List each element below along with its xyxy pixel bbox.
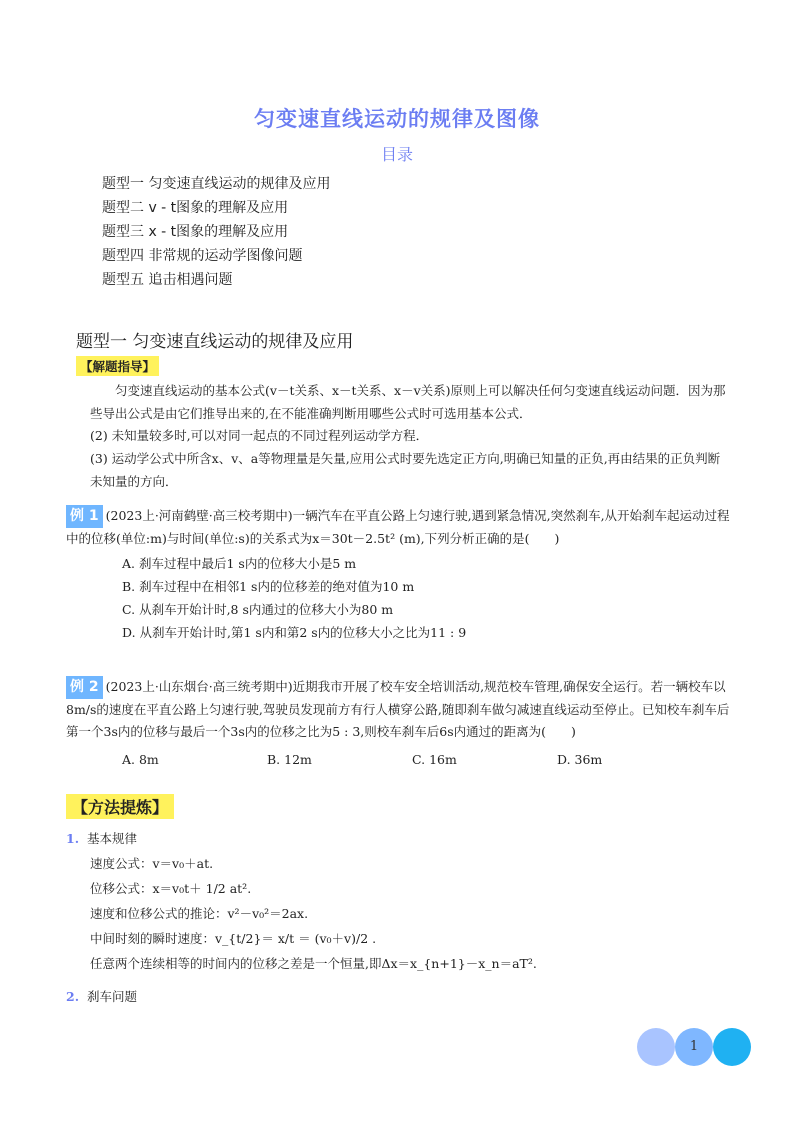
option-c[interactable]: C. 16m [412, 751, 457, 767]
page-number-badge [637, 1028, 752, 1066]
formula-line: 任意两个连续相等的时间内的位移之差是一个恒量,即Δx＝x_{n+1}－x_n＝aT². [90, 956, 537, 971]
example-1 [66, 505, 731, 644]
option-d[interactable]: D. 从刹车开始计时,第1 s内和第2 s内的位移大小之比为11 : 9 [122, 625, 467, 640]
toc-item[interactable]: 题型四 非常规的运动学图像问题 [102, 248, 303, 264]
formula-line: 位移公式：x＝v₀t＋ 1/2 at². [90, 881, 252, 896]
decor-circle [713, 1028, 751, 1066]
option-a[interactable]: A. 8m [122, 751, 159, 767]
option-a[interactable]: A. 刹车过程中最后1 s内的位移大小是5 m [122, 556, 357, 571]
method-content [66, 826, 537, 1009]
page-number: 1 [675, 1028, 713, 1066]
table-of-contents [102, 172, 330, 292]
toc-item[interactable]: 题型五 追击相遇问题 [102, 272, 233, 288]
toc-item[interactable]: 题型一 匀变速直线运动的规律及应用 [102, 176, 331, 192]
example-text: (2023上·河南鹤壁·高三校考期中)一辆汽车在平直公路上匀速行驶,遇到紧急情况,突然刹车,从开始刹车起运动过程中的位移(单位:m)与时间(单位:s)的关系式为x＝30t－2.5t² (m),下列分析正确的是( ) [66, 508, 730, 546]
list-number: 1. [66, 831, 80, 846]
section-title: 题型一 匀变速直线运动的规律及应用 [76, 332, 354, 352]
guide-paragraph: (2) 未知量较多时,可以对同一起点的不同过程列运动学方程． [90, 428, 429, 443]
decor-circle [637, 1028, 675, 1066]
toc-heading: 目录 [380, 145, 413, 164]
example-2 [66, 676, 731, 771]
document-title: 匀变速直线运动的规律及图像 [254, 107, 540, 131]
method-label: 【方法提炼】 [66, 794, 174, 819]
formula-line: 速度公式：v＝v₀＋at. [90, 856, 214, 871]
toc-item[interactable]: 题型二 v - t图象的理解及应用 [102, 200, 289, 216]
toc-item[interactable]: 题型三 x - t图象的理解及应用 [102, 224, 289, 240]
option-c[interactable]: C. 从刹车开始计时,8 s内通过的位移大小为80 m [122, 602, 394, 617]
guide-paragraph: 匀变速直线运动的基本公式(v－t关系、x－t关系、x－v关系)原则上可以解决任何匀变速直线运动问题．因为那些导出公式是由它们推导出来的,在不能准确判断用哪些公式时可选用基本公式． [90, 383, 726, 421]
option-b[interactable]: B. 12m [267, 751, 312, 767]
option-list [122, 748, 731, 771]
list-title: 刹车问题 [87, 989, 138, 1004]
example-text: (2023上·山东烟台·高三统考期中)近期我市开展了校车安全培训活动,规范校车管理,确保安全运行。若一辆校车以8m/s的速度在平直公路上匀速行驶,驾驶员发现前方有行人横穿公路,随即刹车做匀减速直线运动至停止。已知校车刹车后第一个3s内的位移与最后一个3s内的位移之比为5 : 3,则校车刹车后6s内通过的距离为( ) [66, 679, 730, 739]
option-list [122, 552, 731, 644]
guide-label: 【解题指导】 [76, 356, 159, 376]
formula-line: 速度和位移公式的推论：v²－v₀²＝2ax. [90, 906, 309, 921]
formula-line: 中间时刻的瞬时速度：v_{t/2}＝ x/t ＝ (v₀＋v)/2 . [90, 931, 377, 946]
option-d[interactable]: D. 36m [557, 751, 603, 767]
list-title: 基本规律 [87, 831, 138, 846]
example-label: 例 2 [66, 676, 103, 699]
list-number: 2. [66, 989, 80, 1004]
option-b[interactable]: B. 刹车过程中在相邻1 s内的位移差的绝对值为10 m [122, 579, 415, 594]
example-label: 例 1 [66, 505, 103, 528]
guide-paragraph: (3) 运动学公式中所含x、v、a等物理量是矢量,应用公式时要先选定正方向,明确已知量的正负,再由结果的正负判断未知量的方向． [90, 451, 721, 489]
